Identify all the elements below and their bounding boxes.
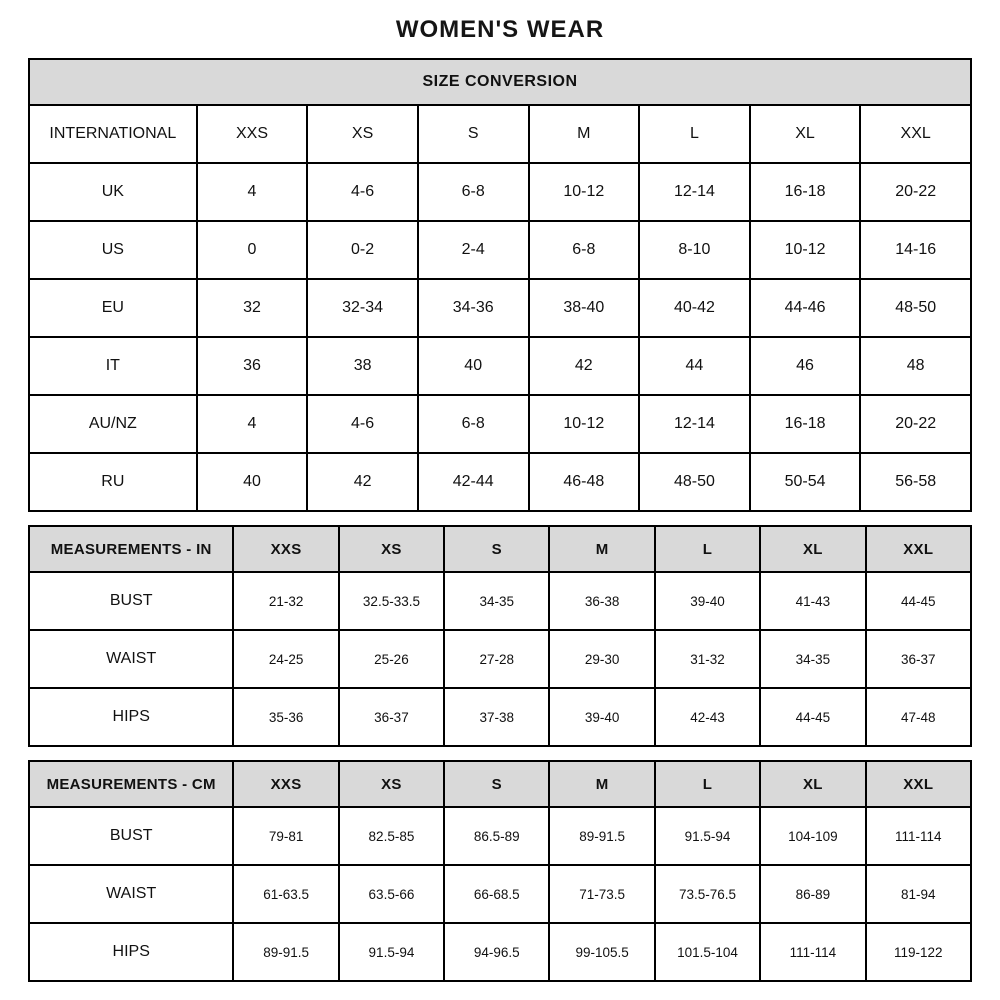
value-cell: 4 — [197, 395, 308, 453]
column-header-xxs: XXS — [233, 526, 338, 572]
value-cell: 10-12 — [750, 221, 861, 279]
column-header-m: M — [549, 526, 654, 572]
value-cell: 27-28 — [444, 630, 549, 688]
row-label: WAIST — [29, 630, 233, 688]
value-cell: 82.5-85 — [339, 807, 444, 865]
row-label: HIPS — [29, 688, 233, 746]
value-cell: 89-91.5 — [549, 807, 654, 865]
row-label: BUST — [29, 807, 233, 865]
value-cell: 61-63.5 — [233, 865, 338, 923]
column-header-s: S — [444, 761, 549, 807]
row-label: UK — [29, 163, 197, 221]
measurements-in-header: MEASUREMENTS - IN — [29, 526, 233, 572]
value-cell: 38-40 — [529, 279, 640, 337]
column-header-m: M — [549, 761, 654, 807]
column-header-xs: XS — [339, 526, 444, 572]
value-cell: 73.5-76.5 — [655, 865, 760, 923]
value-cell: 99-105.5 — [549, 923, 654, 981]
value-cell: 79-81 — [233, 807, 338, 865]
value-cell: 16-18 — [750, 163, 861, 221]
value-cell: 8-10 — [639, 221, 750, 279]
column-header-l: L — [639, 105, 750, 163]
column-header-m: M — [529, 105, 640, 163]
value-cell: 86.5-89 — [444, 807, 549, 865]
row-label: AU/NZ — [29, 395, 197, 453]
value-cell: 4 — [197, 163, 308, 221]
table-row-hips-in — [29, 688, 971, 746]
value-cell: 6-8 — [418, 395, 529, 453]
table-row-bust-cm — [29, 807, 971, 865]
value-cell: 94-96.5 — [444, 923, 549, 981]
value-cell: 32.5-33.5 — [339, 572, 444, 630]
value-cell: 35-36 — [233, 688, 338, 746]
value-cell: 41-43 — [760, 572, 865, 630]
column-header-xs: XS — [307, 105, 418, 163]
measurements-cm-header-row — [29, 761, 971, 807]
value-cell: 38 — [307, 337, 418, 395]
value-cell: 24-25 — [233, 630, 338, 688]
value-cell: 71-73.5 — [549, 865, 654, 923]
value-cell: 48-50 — [639, 453, 750, 511]
column-header-xxs: XXS — [197, 105, 308, 163]
row-label: EU — [29, 279, 197, 337]
measurements-cm-table — [28, 760, 972, 982]
value-cell: 44-46 — [750, 279, 861, 337]
table-row-waist-in — [29, 630, 971, 688]
size-chart-page — [28, 0, 972, 982]
value-cell: 50-54 — [750, 453, 861, 511]
value-cell: 119-122 — [866, 923, 971, 981]
value-cell: 6-8 — [529, 221, 640, 279]
value-cell: 25-26 — [339, 630, 444, 688]
column-header-s: S — [418, 105, 529, 163]
column-header-xs: XS — [339, 761, 444, 807]
value-cell: 46 — [750, 337, 861, 395]
value-cell: 42-43 — [655, 688, 760, 746]
row-label: RU — [29, 453, 197, 511]
row-label: US — [29, 221, 197, 279]
value-cell: 0 — [197, 221, 308, 279]
value-cell: 46-48 — [529, 453, 640, 511]
column-header-xl: XL — [760, 761, 865, 807]
value-cell: 4-6 — [307, 163, 418, 221]
value-cell: 91.5-94 — [655, 807, 760, 865]
international-header-row — [29, 105, 971, 163]
column-header-l: L — [655, 526, 760, 572]
measurements-in-header-row — [29, 526, 971, 572]
row-label: WAIST — [29, 865, 233, 923]
column-header-xl: XL — [750, 105, 861, 163]
value-cell: 20-22 — [860, 163, 971, 221]
value-cell: 111-114 — [866, 807, 971, 865]
row-label: HIPS — [29, 923, 233, 981]
value-cell: 2-4 — [418, 221, 529, 279]
value-cell: 29-30 — [549, 630, 654, 688]
column-header-s: S — [444, 526, 549, 572]
value-cell: 12-14 — [639, 395, 750, 453]
value-cell: 36 — [197, 337, 308, 395]
page-title: WOMEN'S WEAR — [395, 16, 605, 43]
value-cell: 4-6 — [307, 395, 418, 453]
value-cell: 48 — [860, 337, 971, 395]
row-label: BUST — [29, 572, 233, 630]
value-cell: 10-12 — [529, 163, 640, 221]
value-cell: 34-36 — [418, 279, 529, 337]
value-cell: 63.5-66 — [339, 865, 444, 923]
value-cell: 40-42 — [639, 279, 750, 337]
value-cell: 44-45 — [866, 572, 971, 630]
value-cell: 81-94 — [866, 865, 971, 923]
size-conversion-banner-row — [29, 59, 971, 105]
value-cell: 91.5-94 — [339, 923, 444, 981]
value-cell: 20-22 — [860, 395, 971, 453]
value-cell: 32-34 — [307, 279, 418, 337]
value-cell: 0-2 — [307, 221, 418, 279]
value-cell: 6-8 — [418, 163, 529, 221]
value-cell: 21-32 — [233, 572, 338, 630]
value-cell: 37-38 — [444, 688, 549, 746]
value-cell: 111-114 — [760, 923, 865, 981]
value-cell: 86-89 — [760, 865, 865, 923]
table-row-aunz — [29, 395, 971, 453]
value-cell: 89-91.5 — [233, 923, 338, 981]
measurements-in-table — [28, 525, 972, 747]
value-cell: 10-12 — [529, 395, 640, 453]
size-conversion-header: SIZE CONVERSION — [29, 59, 971, 105]
value-cell: 42-44 — [418, 453, 529, 511]
row-label: IT — [29, 337, 197, 395]
value-cell: 39-40 — [655, 572, 760, 630]
column-header-xl: XL — [760, 526, 865, 572]
value-cell: 40 — [418, 337, 529, 395]
value-cell: 56-58 — [860, 453, 971, 511]
value-cell: 14-16 — [860, 221, 971, 279]
value-cell: 47-48 — [866, 688, 971, 746]
table-row-us — [29, 221, 971, 279]
value-cell: 12-14 — [639, 163, 750, 221]
table-row-waist-cm — [29, 865, 971, 923]
value-cell: 36-37 — [339, 688, 444, 746]
measurements-cm-header: MEASUREMENTS - CM — [29, 761, 233, 807]
value-cell: 42 — [307, 453, 418, 511]
value-cell: 44-45 — [760, 688, 865, 746]
value-cell: 44 — [639, 337, 750, 395]
value-cell: 104-109 — [760, 807, 865, 865]
table-row-hips-cm — [29, 923, 971, 981]
value-cell: 36-37 — [866, 630, 971, 688]
column-header-xxl: XXL — [866, 526, 971, 572]
value-cell: 39-40 — [549, 688, 654, 746]
value-cell: 34-35 — [444, 572, 549, 630]
column-header-xxs: XXS — [233, 761, 338, 807]
value-cell: 48-50 — [860, 279, 971, 337]
table-row-eu — [29, 279, 971, 337]
value-cell: 42 — [529, 337, 640, 395]
value-cell: 40 — [197, 453, 308, 511]
value-cell: 32 — [197, 279, 308, 337]
value-cell: 36-38 — [549, 572, 654, 630]
column-header-xxl: XXL — [866, 761, 971, 807]
table-row-bust-in — [29, 572, 971, 630]
table-row-it — [29, 337, 971, 395]
column-header-international: INTERNATIONAL — [29, 105, 197, 163]
value-cell: 66-68.5 — [444, 865, 549, 923]
table-row-uk — [29, 163, 971, 221]
column-header-xxl: XXL — [860, 105, 971, 163]
value-cell: 16-18 — [750, 395, 861, 453]
value-cell: 34-35 — [760, 630, 865, 688]
column-header-l: L — [655, 761, 760, 807]
size-conversion-table — [28, 58, 972, 512]
value-cell: 101.5-104 — [655, 923, 760, 981]
value-cell: 31-32 — [655, 630, 760, 688]
table-row-ru — [29, 453, 971, 511]
